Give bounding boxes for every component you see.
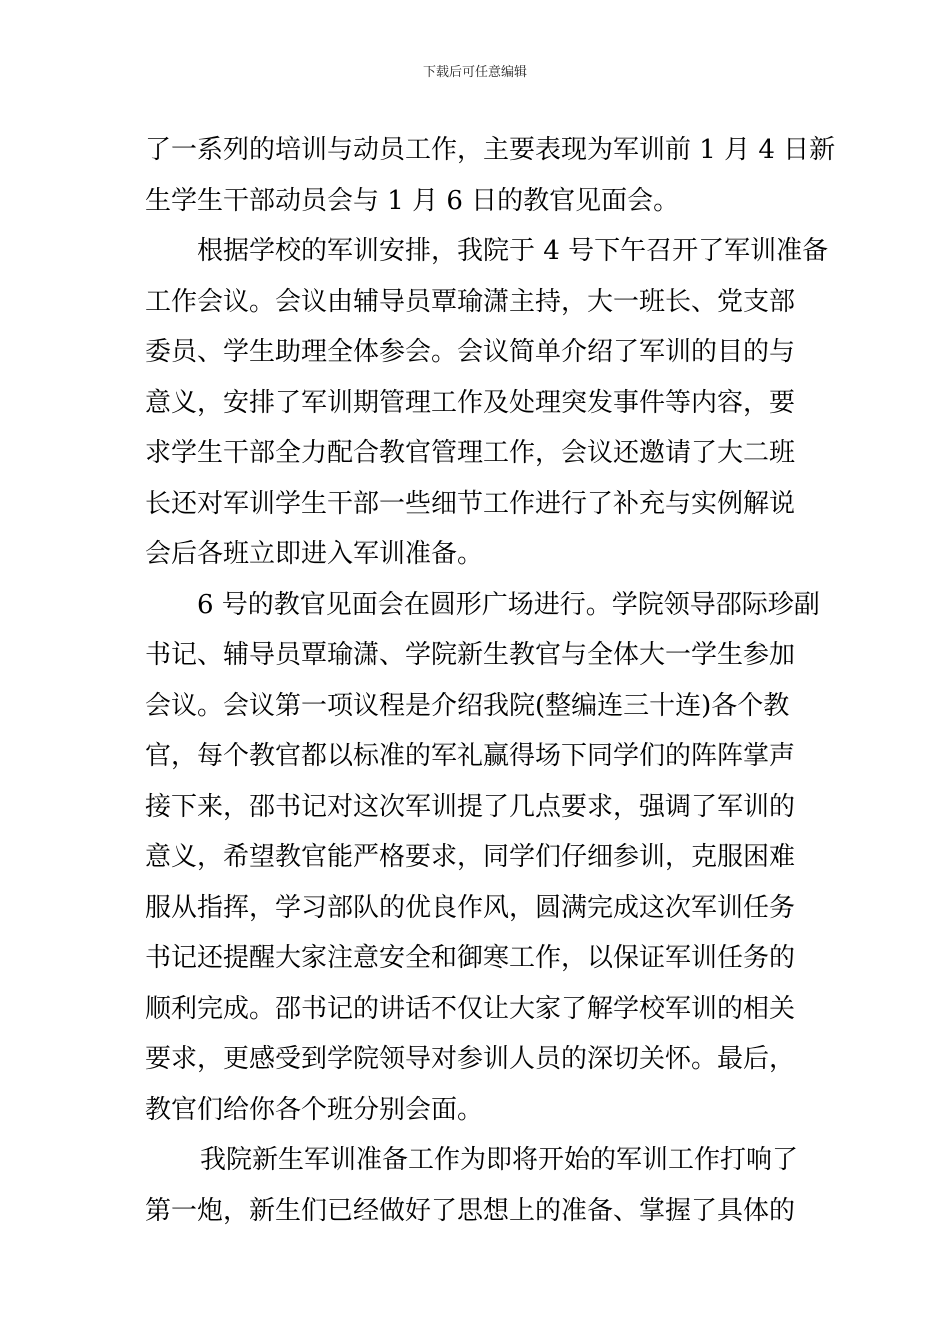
text-line: 意义，安排了军训期管理工作及处理突发事件等内容，要 <box>145 387 796 418</box>
text-line: 了一系列的培训与动员工作，主要表现为军训前 1 月 4 日新 <box>145 135 836 165</box>
paragraph <box>145 125 836 226</box>
text-line: 工作会议。会议由辅导员覃瑜潇主持，大一班长、党支部 <box>145 286 796 317</box>
text-line: 官，每个教官都以标准的军礼赢得场下同学们的阵阵掌声 <box>145 741 796 771</box>
document-body <box>145 125 836 1236</box>
paragraph <box>145 580 820 1136</box>
text-line: 求学生干部全力配合教官管理工作，会议还邀请了大二班 <box>145 438 796 468</box>
text-line: 会后各班立即进入军训准备。 <box>145 539 484 569</box>
text-line: 意义，希望教官能严格要求，同学们仔细参训，克服困难 <box>145 842 796 872</box>
text-line: 书记、辅导员覃瑜潇、学院新生教官与全体大一学生参加 <box>145 640 796 670</box>
text-line: 书记还提醒大家注意安全和御寒工作，以保证军训任务的 <box>145 943 796 973</box>
text-line: 顺利完成。邵书记的讲话不仅让大家了解学校军训的相关 <box>145 993 796 1024</box>
paragraph <box>145 1135 810 1236</box>
text-line: 要求，更感受到学院领导对参训人员的深切关怀。最后， <box>145 1044 796 1074</box>
text-line: 生学生干部动员会与 1 月 6 日的教官见面会。 <box>145 185 680 216</box>
text-line: 6 号的教官见面会在圆形广场进行。学院领导邵际珍副 <box>197 589 820 620</box>
text-line: 根据学校的军训安排，我院于 4 号下午召开了军训准备 <box>197 236 829 266</box>
text-line: 我院新生军训准备工作为即将开始的军训工作打响了 <box>200 1145 799 1175</box>
text-line: 会议。会议第一项议程是介绍我院(整编连三十连)各个教 <box>145 690 790 721</box>
text-line: 服从指挥，学习部队的优良作风，圆满完成这次军训任务 <box>145 892 796 923</box>
text-line: 第一炮，新生们已经做好了思想上的准备、掌握了具体的 <box>145 1195 796 1226</box>
page-header: 下载后可任意编辑 <box>422 65 527 80</box>
paragraph <box>145 226 829 580</box>
text-line: 长还对军训学生干部一些细节工作进行了补充与实例解说 <box>145 488 796 519</box>
text-line: 教官们给你各个班分别会面。 <box>145 1094 484 1125</box>
text-line: 接下来，邵书记对这次军训提了几点要求，强调了军训的 <box>145 791 796 822</box>
text-line: 委员、学生助理全体参会。会议简单介绍了军训的目的与 <box>145 337 796 367</box>
